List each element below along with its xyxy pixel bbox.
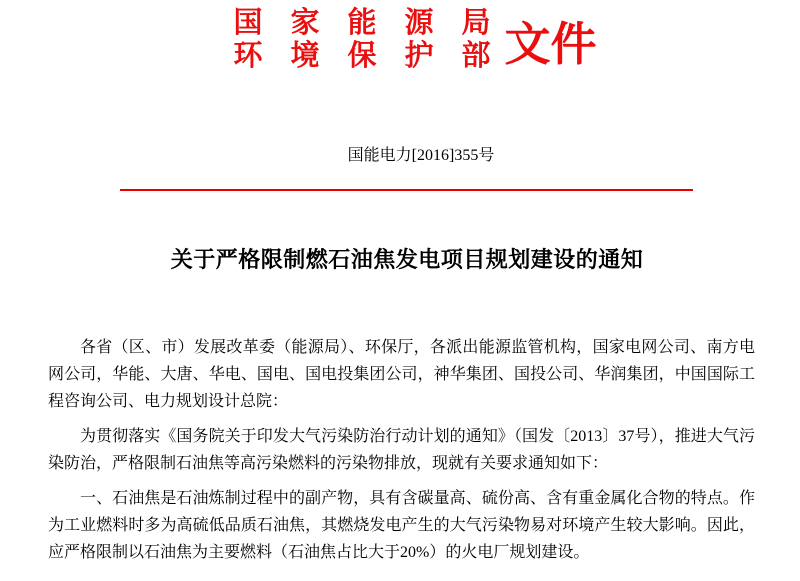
document-number: 国能电力[2016]355号	[347, 147, 495, 164]
agency-line-environment-ministry: 环境保护部	[233, 40, 519, 72]
agency-line-energy-administration: 国家能源局	[233, 7, 519, 39]
document-body	[48, 334, 755, 566]
letterhead	[15, 0, 800, 73]
agency-names	[233, 7, 519, 73]
paragraph-item-one: 一、石油焦是石油炼制过程中的副产物，具有含碳量高、硫份高、含有重金属化合物的特点。作为工业燃料时多为高硫低品质石油焦，其燃烧发电产生的大气污染物易对环境产生较大影响。因此，应严格限制以石油焦为主要燃料（石油焦占比大于20%）的火电厂规划建设。	[48, 490, 755, 561]
paragraph-addressees: 各省（区、市）发展改革委（能源局）、环保厅，各派出能源监管机构，国家电网公司、南方电网公司，华能、大唐、华电、国电、国电投集团公司，神华集团、国投公司、华润集团，中国国际工程咨询公司、电力规划设计总院：	[48, 339, 755, 410]
document-word-label: 文件	[504, 19, 597, 70]
paragraph-preamble: 为贯彻落实《国务院关于印发大气污染防治行动计划的通知》（国发〔2013〕37号），推进大气污染防治，严格限制石油焦等高污染燃料的污染物排放，现就有关要求通知如下：	[48, 428, 755, 472]
red-divider-rule	[120, 189, 693, 191]
document-title: 关于严格限制燃石油焦发电项目规划建设的通知	[170, 247, 644, 272]
